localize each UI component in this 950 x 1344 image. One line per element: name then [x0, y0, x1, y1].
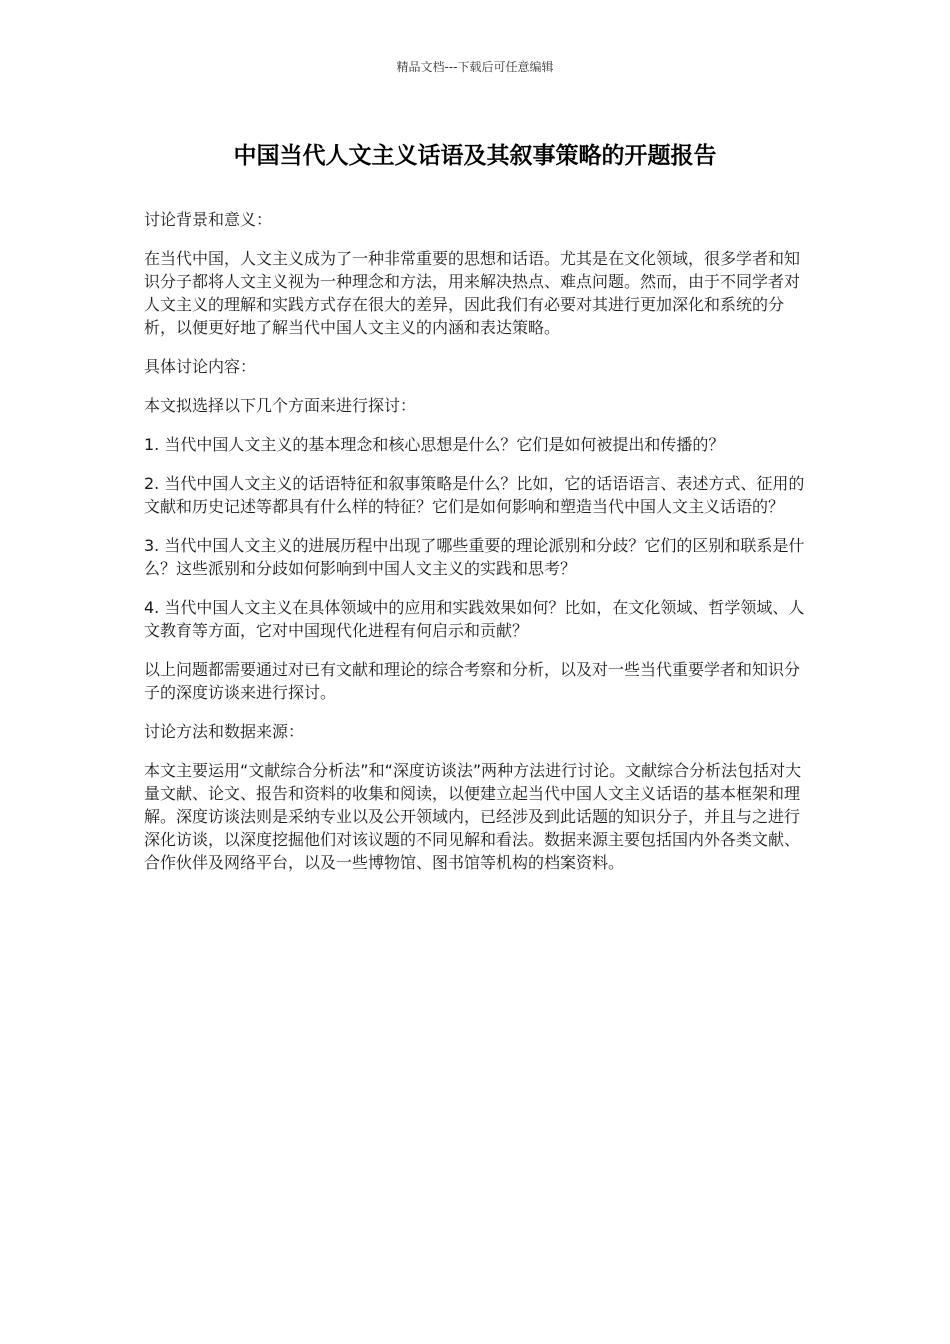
- list-item-4: 4. 当代中国人文主义在具体领域中的应用和实践效果如何？比如，在文化领域、哲学领域、人文教育等方面，它对中国现代化进程有何启示和贡献？: [144, 598, 805, 640]
- document-body: [144, 208, 810, 890]
- paragraph-summary: 以上问题都需要通过对已有文献和理论的综合考察和分析，以及对一些当代重要学者和知识分子的深度访谈来进行探讨。: [144, 660, 801, 702]
- paragraph-intro: 本文拟选择以下几个方面来进行探讨：: [144, 396, 417, 415]
- section-heading-background: 讨论背景和意义：: [144, 210, 273, 229]
- header-note: 精品文档---下载后可任意编辑: [396, 60, 554, 74]
- list-item-1: 1. 当代中国人文主义的基本理念和核心思想是什么？它们是如何被提出和传播的？: [144, 435, 725, 454]
- section-heading-methods: 讨论方法和数据来源：: [144, 722, 305, 741]
- list-item-3: 3. 当代中国人文主义的进展历程中出现了哪些重要的理论派别和分歧？它们的区别和联系是什么？这些派别和分歧如何影响到中国人文主义的实践和思考？: [144, 536, 805, 578]
- document-title: 中国当代人文主义话语及其叙事策略的开题报告: [233, 143, 717, 169]
- paragraph-methods: 本文主要运用“文献综合分析法”和“深度访谈法”两种方法进行讨论。文献综合分析法包括对大量文献、论文、报告和资料的收集和阅读，以便建立起当代中国人文主义话语的基本框架和理解。深度访谈法则是采纳专业以及公开领域内，已经涉及到此话题的知识分子，并且与之进行深化访谈，以深度挖掘他们对该议题的不同见解和看法。数据来源主要包括国内外各类文献、合作伙伴及网络平台，以及一些博物馆、图书馆等机构的档案资料。: [144, 761, 802, 872]
- list-item-2: 2. 当代中国人文主义的话语特征和叙事策略是什么？比如，它的话语语言、表述方式、征用的文献和历史记述等都具有什么样的特征？它们是如何影响和塑造当代中国人文主义话语的？: [144, 474, 805, 516]
- paragraph-background: 在当代中国，人文主义成为了一种非常重要的思想和话语。尤其是在文化领域，很多学者和知识分子都将人文主义视为一种理念和方法，用来解决热点、难点问题。然而，由于不同学者对人文主义的理解和实践方式存在很大的差异，因此我们有必要对其进行更加深化和系统的分析，以便更好地了解当代中国人文主义的内涵和表达策略。: [144, 249, 801, 337]
- section-heading-content: 具体讨论内容：: [144, 357, 257, 376]
